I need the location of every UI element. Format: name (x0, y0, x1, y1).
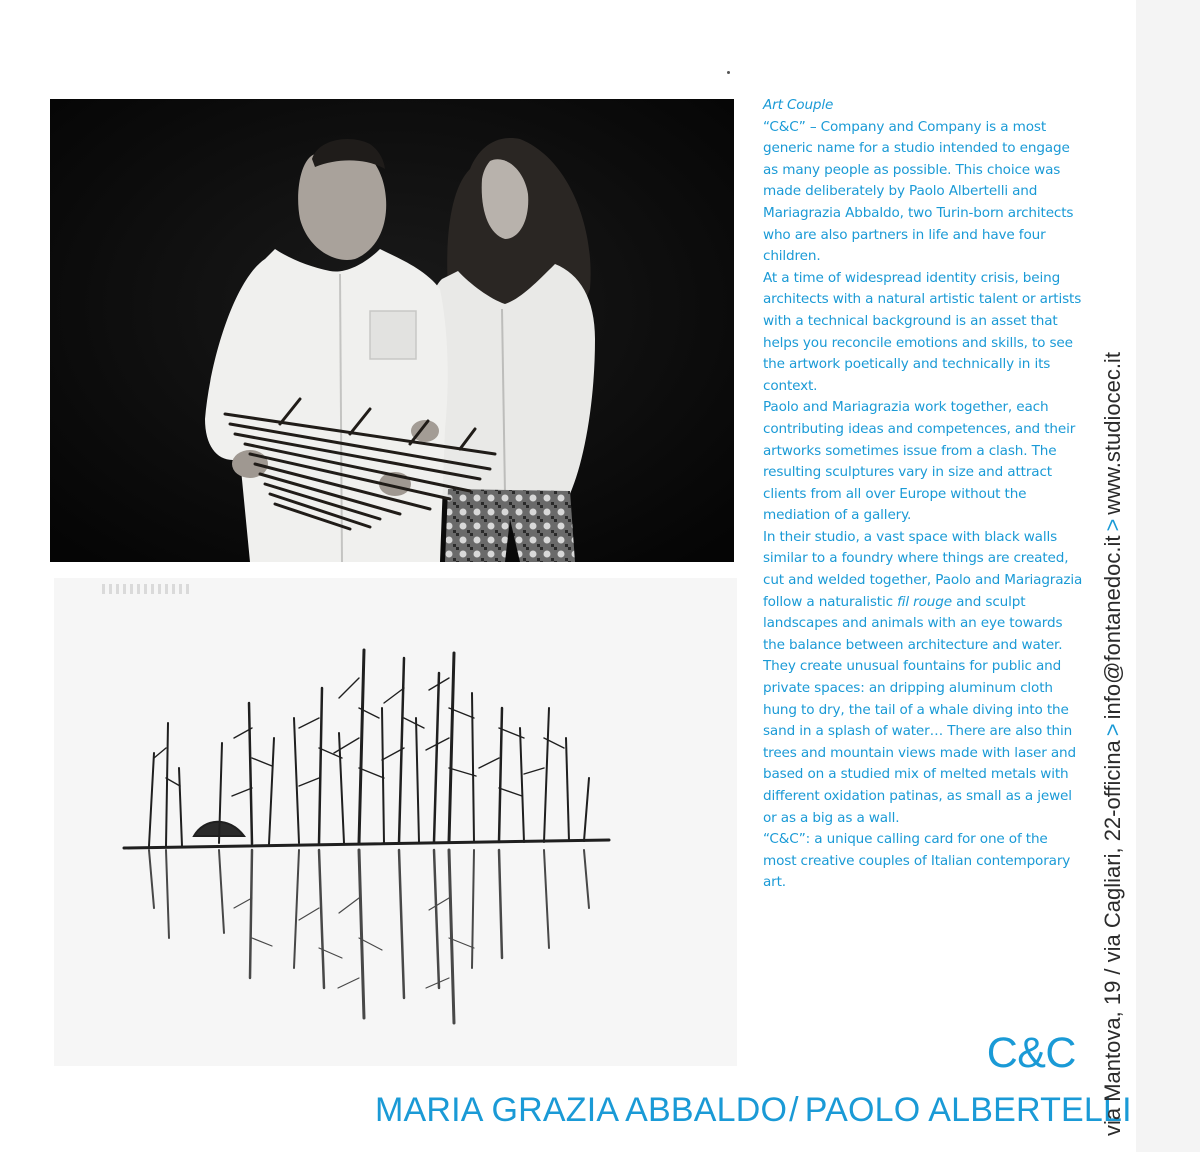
article-paragraph-5: “C&C”: a unique calling card for one of the most creative couples of Italian contemporary art. (763, 831, 1071, 891)
contact-address: via Mantova, 19 / via Cagliari, 22-officina (1100, 740, 1125, 1136)
article-paragraph-2: At a time of widespread identity crisis, being architects with a natural artistic talent or artists with a technical background is an asset that helps you reconcile emotions and skills, to see the artwork poetically and technically in its context. (763, 269, 1082, 394)
arrow-icon: > (1100, 723, 1125, 737)
article-body (763, 95, 1083, 894)
print-speck (727, 71, 730, 74)
artist-name-first: MARIA GRAZIA ABBALDO (375, 1091, 788, 1129)
article-paragraph-4 (763, 527, 1083, 829)
paragraph-4-start: In their studio, a vast space with black walls similar to a foundry where things are created, cut and welded together, Paolo and Mariagrazia follow a naturalistic (763, 528, 1083, 610)
names-separator: / (789, 1091, 799, 1129)
paragraph-4-end: and sculpt landscapes and animals with an eye towards the balance between architecture and water. They create unusual fountains for public and private spaces: an dripping aluminum cloth hung to dry, the tail of a whale diving into the sand in a splash of water… There are also thin trees and mountain views made with laser and based on a studied mix of melted metals with different oxidation patinas, as small as a jewel or as a big as a wall. (763, 593, 1076, 826)
paragraph-4-italic: fil rouge (897, 593, 952, 610)
tree-sculpture-photo (54, 578, 737, 1066)
article-heading: Art Couple (763, 97, 834, 113)
contact-email[interactable]: info@fontanedoc.it (1100, 535, 1125, 720)
article-paragraph-1: “C&C” – Company and Company is a most generic name for a studio intended to engage as many people as possible. This choice was made deliberately by Paolo Albertelli and Mariagrazia Abbaldo, two Turin-born architects who are also partners in life and have four children. (763, 118, 1074, 265)
contact-line (1098, 352, 1128, 1136)
artist-names (375, 1088, 1132, 1132)
arrow-icon: > (1100, 518, 1125, 532)
couple-photo (50, 99, 734, 562)
studio-brand: C&C (986, 1029, 1076, 1077)
article-paragraph-3: Paolo and Mariagrazia work together, each contributing ideas and competences, and their artworks sometimes issue from a clash. The resulting sculptures vary in size and attract clients from all over Europe without the mediation of a gallery. (763, 399, 1076, 524)
page-edge (1136, 0, 1200, 1152)
artist-name-second: PAOLO ALBERTELLI (804, 1091, 1132, 1129)
contact-website[interactable]: www.studiocec.it (1100, 352, 1125, 515)
